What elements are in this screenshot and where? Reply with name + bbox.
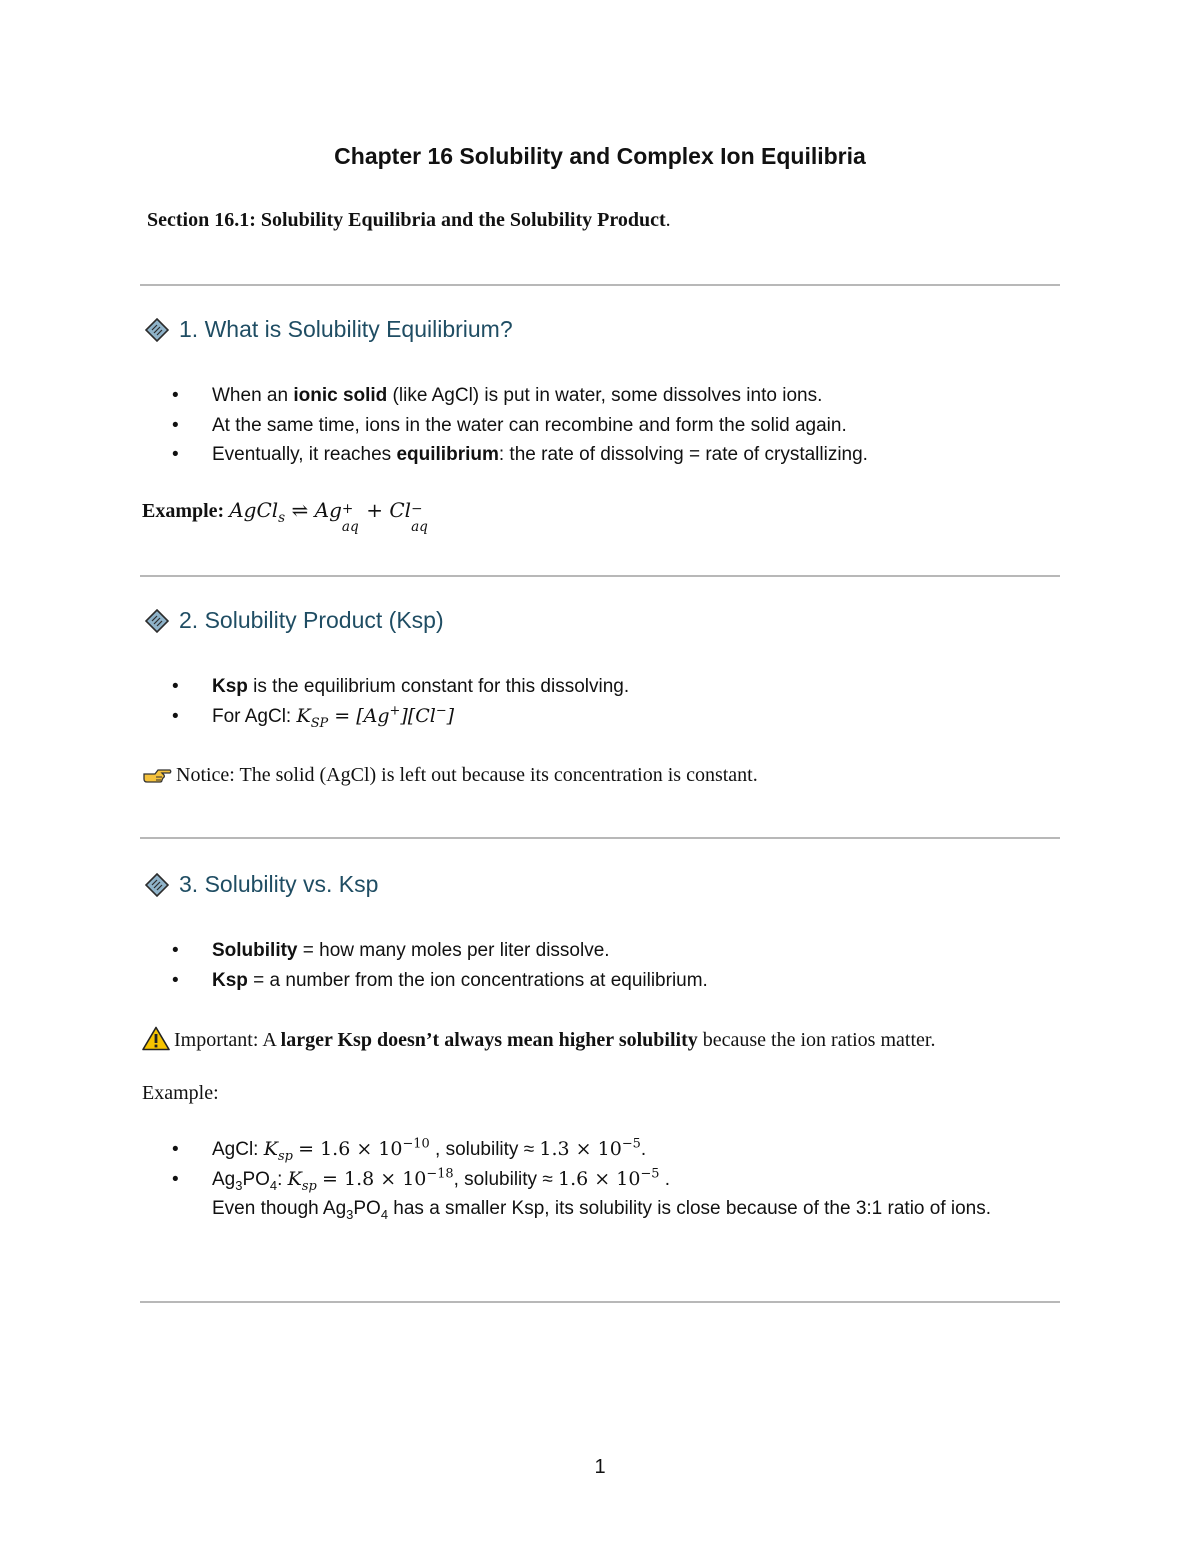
eq-term: K (263, 1138, 278, 1160)
eq-value: = 1.6 × 10 (298, 1138, 403, 1160)
eq-sup: + (389, 703, 401, 719)
pointing-hand-icon (142, 765, 172, 785)
list-item (172, 702, 629, 732)
eq-sub: 4 (269, 1177, 278, 1193)
text: Ag (212, 1168, 236, 1190)
example-label: Example: (142, 1082, 219, 1104)
bold-text: larger Ksp doesn’t always mean higher solubility (280, 1029, 698, 1051)
eq-sup: −10 (402, 1136, 430, 1152)
eq-value: = 1.8 × 10 (322, 1167, 427, 1190)
eq-sub: sp (301, 1178, 317, 1194)
text: , solubility ≈ (453, 1168, 559, 1190)
list-item (172, 440, 868, 470)
diamond-icon (145, 318, 169, 342)
bold-text: equilibrium (396, 444, 499, 465)
warning-icon (142, 1026, 170, 1051)
notice-text: Notice: The solid (AgCl) is left out because its concentration is constant. (176, 764, 758, 786)
list-item (172, 672, 629, 702)
list-item (172, 1135, 1052, 1165)
bullet-list-2 (172, 672, 629, 731)
heading-solubility-vs-ksp (145, 871, 378, 898)
text: Even though Ag (212, 1198, 347, 1219)
heading-text: 3. Solubility vs. Ksp (179, 871, 379, 897)
eq-sub: sp (277, 1148, 293, 1164)
equals-sign: = (334, 704, 351, 727)
bold-text: Solubility (212, 940, 298, 961)
text: Important: A (174, 1029, 281, 1051)
eq-sub: 3 (235, 1177, 243, 1193)
section-heading (147, 209, 671, 232)
text: : (277, 1168, 288, 1190)
eq-term: ] (400, 704, 408, 727)
plus-sign: + (366, 498, 384, 522)
eq-sub: SP (310, 715, 329, 731)
list-item (172, 936, 708, 966)
eq-sub: 4 (380, 1206, 388, 1222)
text: (like AgCl) is put in water, some dissolves into ions. (387, 385, 823, 406)
section-label: Section 16.1: Solubility Equilibria and the Solubility Product (147, 209, 666, 231)
section-period: . (665, 209, 671, 231)
eq-value: 1.6 × 10 (558, 1167, 641, 1190)
heading-text: 2. Solubility Product (Ksp) (179, 607, 444, 633)
eq-value: 1.3 × 10 (539, 1138, 622, 1160)
heading-solubility-product (145, 607, 444, 634)
notice-note (142, 764, 758, 787)
text: For AgCl: (212, 705, 297, 727)
text: Eventually, it reaches (212, 444, 397, 465)
divider (140, 575, 1060, 577)
page-title: Chapter 16 Solubility and Complex Ion Equilibria (334, 143, 866, 169)
bullet-list-4 (172, 1135, 1052, 1224)
text: = a number from the ion concentrations at equilibrium. (247, 969, 708, 991)
example-label: Example: (142, 500, 225, 522)
text: AgCl: (212, 1139, 264, 1160)
bold-text: ionic solid (293, 385, 388, 406)
important-note (142, 1026, 1022, 1054)
list-item (172, 966, 708, 996)
list-item (172, 411, 868, 441)
bold-text: Ksp (212, 676, 248, 697)
text: , solubility ≈ (429, 1139, 540, 1160)
text: = how many moles per liter dissolve. (297, 940, 610, 961)
eq-sup: − (435, 703, 447, 719)
eq-term: K (287, 1167, 302, 1190)
divider (140, 1301, 1060, 1303)
list-item (172, 381, 868, 411)
divider (140, 284, 1060, 286)
list-item (172, 1165, 1052, 1224)
bullet-list-3 (172, 936, 708, 995)
equilibrium-arrow: ⇌ (291, 498, 309, 522)
bold-text: Ksp (212, 969, 248, 991)
eq-term: ] (446, 704, 455, 727)
eq-term: [Cl (407, 704, 436, 727)
diamond-icon (145, 609, 169, 633)
eq-term: Ag (314, 498, 342, 522)
diamond-icon (145, 873, 169, 897)
text: because the ion ratios matter. (697, 1029, 936, 1051)
eq-term: K (296, 704, 311, 727)
text: PO (242, 1168, 270, 1190)
text: At the same time, ions in the water can recombine and form the solid again. (212, 414, 847, 436)
eq-term: [Ag (356, 704, 390, 727)
ksp-expression (296, 703, 455, 731)
text: PO (353, 1198, 381, 1219)
eq-sub: 3 (346, 1206, 354, 1222)
eq-sup: −5 (640, 1166, 660, 1182)
bullet-list-1 (172, 381, 868, 470)
text: When an (212, 385, 294, 406)
divider (140, 837, 1060, 839)
heading-solubility-equilibrium (145, 316, 513, 343)
eq-term: AgCl (229, 498, 279, 522)
page-number: 1 (594, 1456, 606, 1478)
eq-sup: −5 (621, 1136, 641, 1152)
text: . (640, 1139, 647, 1160)
text: : the rate of dissolving = rate of crystallizing. (498, 444, 868, 465)
eq-term: Cl (389, 498, 412, 522)
text: is the equilibrium constant for this dissolving. (247, 676, 630, 697)
text: . (659, 1168, 671, 1190)
text: has a smaller Ksp, its solubility is close because of the 3:1 ratio of ions. (388, 1198, 992, 1219)
eq-sup: −18 (426, 1166, 454, 1182)
equation: AgCl$_s$ ⇌ Ag + aq + Cl − aq (229, 498, 428, 535)
example-equation (142, 498, 429, 535)
heading-text: 1. What is Solubility Equilibrium? (179, 316, 513, 342)
eq-sub: s (278, 510, 286, 526)
